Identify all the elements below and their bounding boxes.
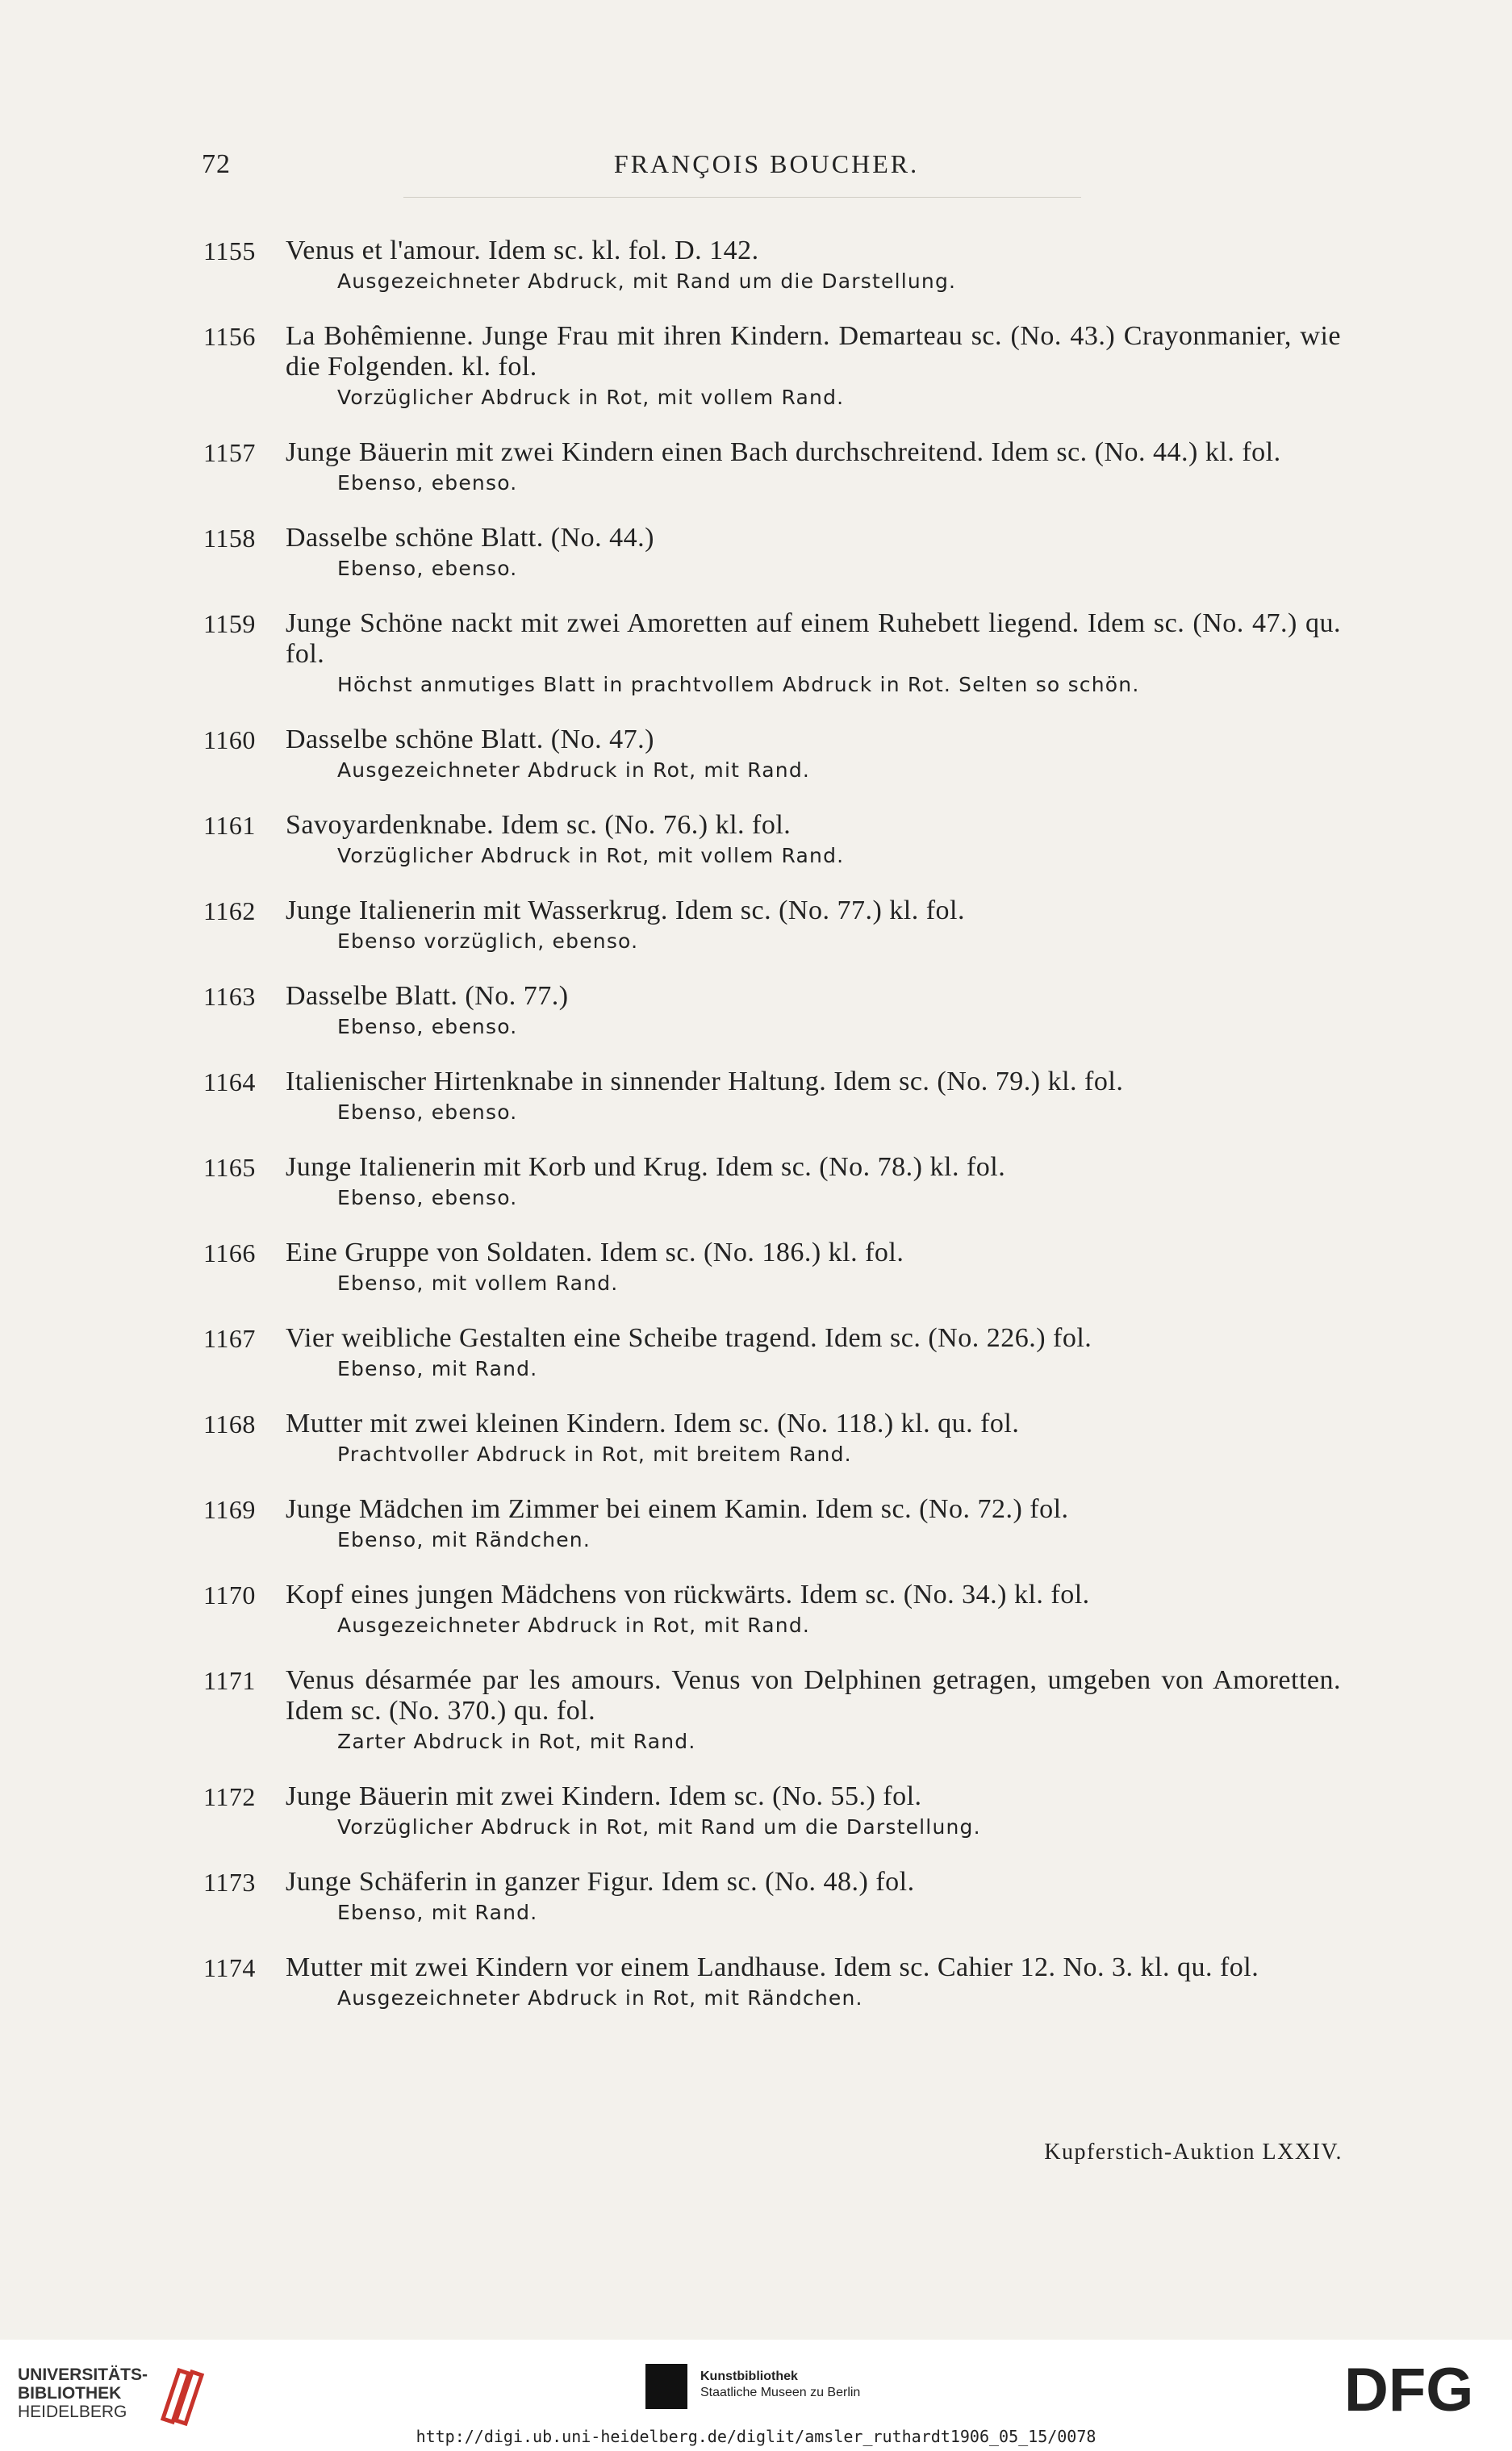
- entry-number: 1157: [203, 438, 256, 467]
- catalog-entries: [203, 236, 1341, 2014]
- entry-number: 1173: [203, 1868, 256, 1897]
- entry-title: Mutter mit zwei kleinen Kindern. Idem sc. (No. 118.) kl. qu. fol.: [286, 1409, 1020, 1438]
- entry-title: Dasselbe schöne Blatt. (No. 47.): [286, 724, 654, 754]
- ub-emblem-icon: [155, 2362, 211, 2427]
- entry-title-line: [203, 724, 1341, 755]
- entry-number: 1171: [203, 1666, 256, 1695]
- auction-name: Kupferstich-Auktion LXXIV.: [1044, 2140, 1343, 2165]
- entry-title: Junge Italienerin mit Korb und Krug. Idem sc. (No. 78.) kl. fol.: [286, 1152, 1006, 1182]
- page-number: 72: [202, 149, 231, 179]
- entry-number: 1165: [203, 1153, 256, 1182]
- entry-title-line: [203, 1409, 1341, 1439]
- entry-title: Eine Gruppe von Soldaten. Idem sc. (No. 186.) kl. fol.: [286, 1238, 904, 1267]
- permalink-url[interactable]: http://digi.ub.uni-heidelberg.de/diglit/amsler_ruthardt1906_05_15/0078: [416, 2427, 1096, 2446]
- catalog-entry: [203, 236, 1341, 297]
- catalog-entry: [203, 981, 1341, 1042]
- catalog-entry: [203, 1867, 1341, 1928]
- entry-title: Dasselbe schöne Blatt. (No. 44.): [286, 523, 654, 553]
- header-divider: [403, 197, 1081, 198]
- entry-title: Italienischer Hirtenknabe in sinnender Haltung. Idem sc. (No. 79.) kl. fol.: [286, 1067, 1124, 1096]
- catalog-entry: [203, 321, 1341, 413]
- entry-condition-note: Ebenso, mit Rand.: [337, 1901, 538, 1924]
- entry-number: 1172: [203, 1782, 256, 1811]
- entry-condition-note: Ebenso, mit Rändchen.: [337, 1528, 591, 1551]
- entry-number: 1155: [203, 236, 256, 265]
- catalog-entry: [203, 1665, 1341, 1757]
- entry-title-line: [203, 321, 1341, 382]
- entry-number: 1158: [203, 524, 256, 553]
- entry-title-line: [203, 1238, 1341, 1268]
- entry-title: Mutter mit zwei Kindern vor einem Landhause. Idem sc. Cahier 12. No. 3. kl. qu. fol.: [286, 1952, 1259, 1982]
- catalog-entry: [203, 1409, 1341, 1470]
- entry-number: 1160: [203, 725, 256, 754]
- entry-title-line: [203, 437, 1341, 468]
- entry-number: 1161: [203, 811, 256, 840]
- entry-title: Junge Schöne nackt mit zwei Amoretten auf einem Ruhebett liegend. Idem sc. (No. 47.) qu. fol.: [286, 608, 1341, 669]
- entry-title-line: [203, 1665, 1341, 1727]
- entry-condition-note: Ebenso, ebenso.: [337, 1100, 518, 1124]
- entry-title-line: [203, 1494, 1341, 1525]
- entry-title: Venus désarmée par les amours. Venus von Delphinen getragen, umgeben von Amoretten. Idem sc. (No. 370.) qu. fol.: [286, 1665, 1341, 1726]
- kunstbibliothek-logo[interactable]: [645, 2364, 904, 2412]
- entry-title: Venus et l'amour. Idem sc. kl. fol. D. 142.: [286, 236, 759, 265]
- dfg-logo-text: DFG: [1344, 2356, 1474, 2420]
- entry-title-line: [203, 523, 1341, 553]
- entry-title-line: [203, 896, 1341, 926]
- uni-line-1: UNIVERSITÄTS-: [18, 2365, 148, 2384]
- entry-condition-note: Ausgezeichneter Abdruck, mit Rand um die Darstellung.: [337, 269, 957, 293]
- entry-title-line: [203, 1580, 1341, 1610]
- catalog-entry: [203, 724, 1341, 786]
- uni-line-2: BIBLIOTHEK: [18, 2384, 122, 2403]
- catalog-entry: [203, 1152, 1341, 1213]
- entry-number: 1169: [203, 1495, 256, 1524]
- catalog-entry: [203, 523, 1341, 584]
- entry-condition-note: Ebenso, ebenso.: [337, 557, 518, 580]
- entry-number: 1166: [203, 1238, 256, 1267]
- entry-title: Vier weibliche Gestalten eine Scheibe tragend. Idem sc. (No. 226.) fol.: [286, 1323, 1092, 1353]
- entry-condition-note: Vorzüglicher Abdruck in Rot, mit vollem Rand.: [337, 386, 845, 409]
- catalog-entry: [203, 896, 1341, 957]
- entry-title-line: [203, 1952, 1341, 1983]
- dfg-logo[interactable]: [1344, 2356, 1489, 2420]
- smb-emblem-icon: [645, 2364, 687, 2409]
- catalog-entry: [203, 1580, 1341, 1641]
- entry-condition-note: Vorzüglicher Abdruck in Rot, mit vollem Rand.: [337, 844, 845, 867]
- entry-title-line: [203, 810, 1341, 841]
- entry-title: Junge Mädchen im Zimmer bei einem Kamin. Idem sc. (No. 72.) fol.: [286, 1494, 1069, 1524]
- entry-condition-note: Ebenso, mit vollem Rand.: [337, 1271, 619, 1295]
- entry-condition-note: Höchst anmutiges Blatt in prachtvollem Abdruck in Rot. Selten so schön.: [337, 673, 1140, 696]
- museum-line-2: Staatliche Museen zu Berlin: [700, 2386, 861, 2399]
- catalog-entry: [203, 1238, 1341, 1299]
- entry-condition-note: Prachtvoller Abdruck in Rot, mit breitem Rand.: [337, 1443, 852, 1466]
- entry-condition-note: Ausgezeichneter Abdruck in Rot, mit Rand.: [337, 758, 811, 782]
- entry-title-line: [203, 1781, 1341, 1812]
- entry-title: Junge Bäuerin mit zwei Kindern. Idem sc. (No. 55.) fol.: [286, 1781, 922, 1811]
- entry-title-line: [203, 608, 1341, 670]
- entry-title: Savoyardenknabe. Idem sc. (No. 76.) kl. fol.: [286, 810, 792, 840]
- entry-title-line: [203, 1067, 1341, 1097]
- museum-line-1: Kunstbibliothek: [700, 2370, 798, 2383]
- digitization-footer: [0, 2340, 1512, 2451]
- entry-condition-note: Ebenso vorzüglich, ebenso.: [337, 929, 639, 953]
- entry-title-line: [203, 1152, 1341, 1183]
- entry-condition-note: Ebenso, mit Rand.: [337, 1357, 538, 1380]
- entry-condition-note: Ausgezeichneter Abdruck in Rot, mit Rändchen.: [337, 1986, 863, 2010]
- catalog-entry: [203, 810, 1341, 871]
- entry-title: La Bohêmienne. Junge Frau mit ihren Kindern. Demarteau sc. (No. 43.) Crayonmanier, wie die Folgenden. kl. fol.: [286, 321, 1341, 382]
- entry-title: Junge Italienerin mit Wasserkrug. Idem sc. (No. 77.) kl. fol.: [286, 896, 966, 925]
- entry-number: 1162: [203, 896, 256, 925]
- page-header: [194, 149, 1339, 190]
- catalog-entry: [203, 1952, 1341, 2014]
- catalog-entry: [203, 1781, 1341, 1843]
- entry-title-line: [203, 981, 1341, 1012]
- entry-condition-note: Ebenso, ebenso.: [337, 471, 518, 495]
- entry-number: 1174: [203, 1953, 256, 1982]
- entry-number: 1167: [203, 1324, 256, 1353]
- entry-condition-note: Ausgezeichneter Abdruck in Rot, mit Rand.: [337, 1614, 811, 1637]
- entry-number: 1164: [203, 1067, 256, 1096]
- catalog-entry: [203, 1067, 1341, 1128]
- catalog-entry: [203, 1494, 1341, 1555]
- entry-title: Dasselbe Blatt. (No. 77.): [286, 981, 569, 1011]
- entry-number: 1170: [203, 1580, 256, 1610]
- entry-condition-note: Vorzüglicher Abdruck in Rot, mit Rand um die Darstellung.: [337, 1815, 981, 1839]
- running-title: FRANÇOIS BOUCHER.: [613, 149, 920, 178]
- entry-title: Junge Bäuerin mit zwei Kindern einen Bach durchschreitend. Idem sc. (No. 44.) kl. fol.: [286, 437, 1281, 467]
- university-library-name: [18, 2365, 148, 2421]
- catalog-entry: [203, 1323, 1341, 1384]
- entry-title: Kopf eines jungen Mädchens von rückwärts. Idem sc. (No. 34.) kl. fol.: [286, 1580, 1090, 1610]
- entry-title-line: [203, 236, 1341, 266]
- entry-title-line: [203, 1323, 1341, 1354]
- entry-title: Junge Schäferin in ganzer Figur. Idem sc. (No. 48.) fol.: [286, 1867, 915, 1897]
- kunstbibliothek-name: [700, 2369, 860, 2401]
- entry-title-line: [203, 1867, 1341, 1898]
- entry-condition-note: Ebenso, ebenso.: [337, 1186, 518, 1209]
- entry-number: 1168: [203, 1409, 256, 1438]
- entry-number: 1159: [203, 609, 256, 638]
- catalog-entry: [203, 608, 1341, 700]
- university-library-logo[interactable]: [18, 2356, 219, 2428]
- entry-condition-note: Zarter Abdruck in Rot, mit Rand.: [337, 1730, 696, 1753]
- entry-number: 1156: [203, 322, 256, 351]
- entry-condition-note: Ebenso, ebenso.: [337, 1015, 518, 1038]
- entry-number: 1163: [203, 982, 256, 1011]
- uni-line-3: HEIDELBERG: [18, 2403, 127, 2421]
- catalog-entry: [203, 437, 1341, 499]
